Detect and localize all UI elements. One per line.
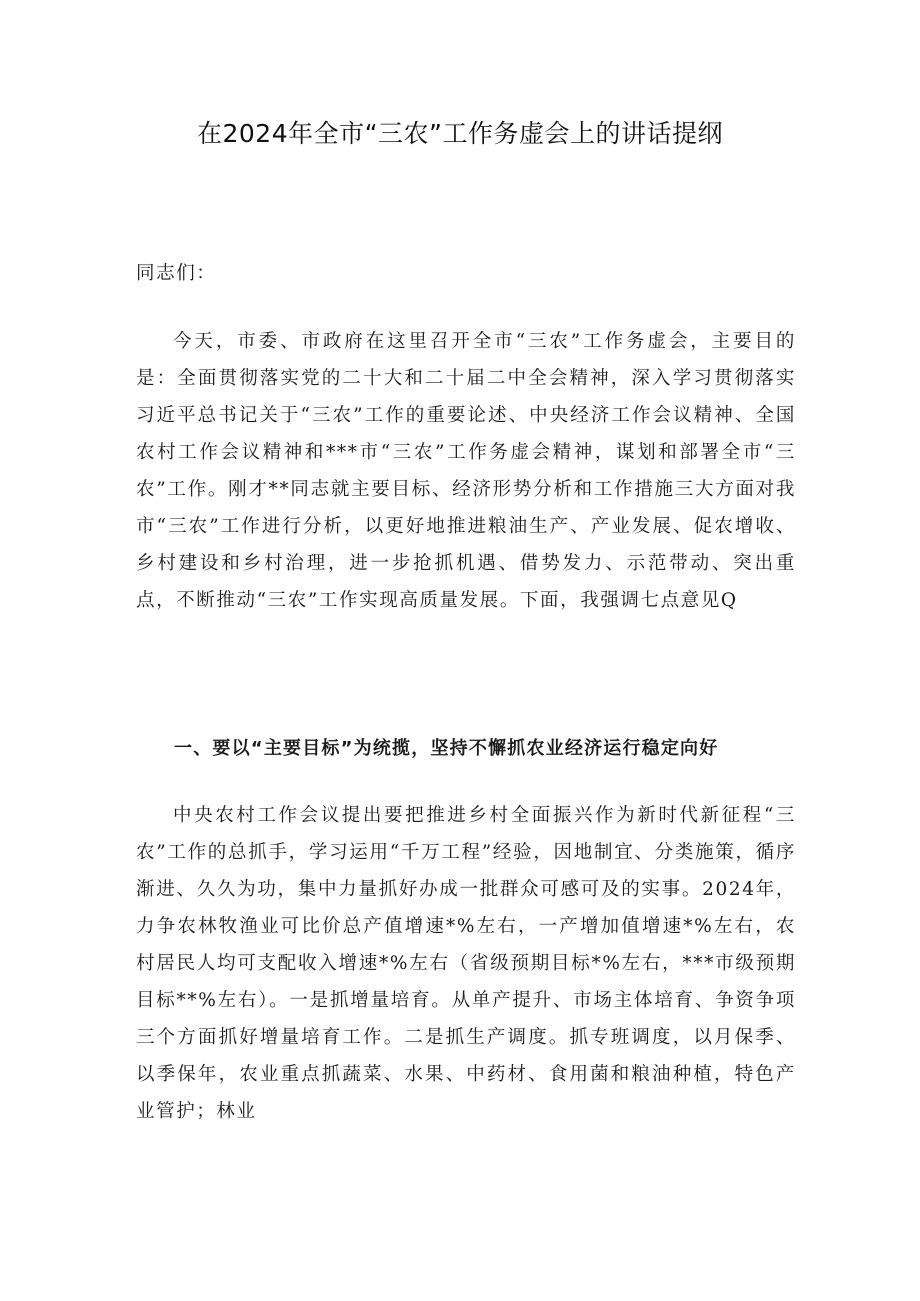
- section-heading-1: 一、要以“主要目标”为统揽，坚持不懈抓农业经济运行稳定向好: [174, 738, 719, 759]
- body-paragraph-2: 中央农村工作会议提出要把推进乡村全面振兴作为新时代新征程“三农”工作的总抓手，学习运用“千万工程”经验，因地制宜、分类施策，循序渐进、久久为功，集中力量抓好办成一批群众可感可及的实事。2024年，力争农林牧渔业可比价总产值增速*%左右，一产增加值增速*%左右，农村居民人均可支配收入增速*%左右（省级预期目标*%左右，***市级预期目标**%左右）。一是抓增量培育。从单产提升、市场主体培育、争资争项三个方面抓好增量培育工作。二是抓生产调度。抓专班调度，以月保季、以季保年，农业重点抓蔬菜、水果、中药材、食用菌和粮油种植，特色产业管护；林业: [136, 805, 796, 1122]
- salutation: 同志们：: [136, 263, 217, 284]
- body-paragraph-1: 今天，市委、市政府在这里召开全市“三农”工作务虚会，主要目的是：全面贯彻落实党的二十大和二十届二中全会精神，深入学习贯彻落实习近平总书记关于“三农”工作的重要论述、中央经济工作会议精神、全国农村工作会议精神和***市“三农”工作务虚会精神，谋划和部署全市“三农”工作。刚才**同志就主要目标、经济形势分析和工作措施三大方面对我市“三农”工作进行分析，以更好地推进粮油生产、产业发展、促农增收、乡村建设和乡村治理，进一步抢抓机遇、借势发力、示范带动、突出重点，不断推动“三农”工作实现高质量发展。下面，我强调七点意见Q: [136, 331, 796, 611]
- document-title: 在2024年全市“三农”工作务虚会上的讲话提纲: [196, 119, 724, 148]
